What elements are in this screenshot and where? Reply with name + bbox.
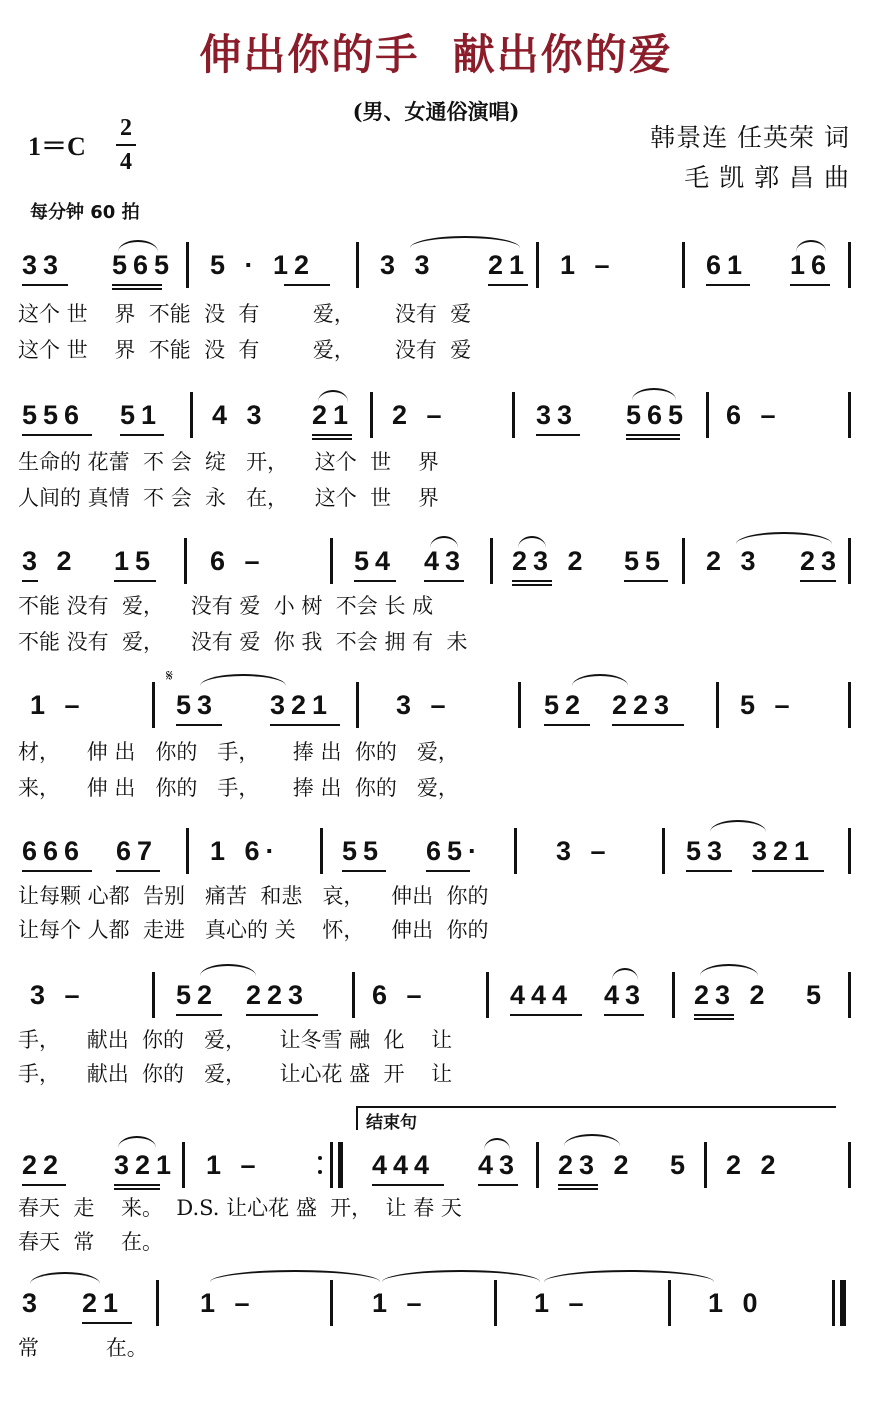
lyric-line-1: 这个 世 界 不能 没 有 爱， 没有 爱 xyxy=(18,302,472,326)
lyric-line-2: 人间的 真情 不 会 永 在， 这个 世 界 xyxy=(18,486,439,510)
lyric-line-2: 这个 世 界 不能 没 有 爱， 没有 爱 xyxy=(18,338,472,362)
note-group: 53 xyxy=(176,690,219,720)
note-group: 65· xyxy=(426,836,484,866)
note-group: 1 – xyxy=(30,690,86,720)
note-group: 23 2 xyxy=(558,1150,635,1180)
lyric-line-1: 生命的 花蕾 不 会 绽 开， 这个 世 界 xyxy=(18,450,439,474)
note-group: 61 xyxy=(706,250,749,280)
bar-line xyxy=(682,242,685,288)
note-group: 223 xyxy=(246,980,310,1010)
bar-line xyxy=(490,538,493,584)
note-group: 5 xyxy=(806,980,828,1010)
bar-line xyxy=(668,1280,671,1326)
note-group: 23 xyxy=(800,546,843,576)
note-group: 321 xyxy=(270,690,334,720)
bar-line xyxy=(330,1280,333,1326)
bar-line xyxy=(182,1142,185,1188)
note-group: 16 xyxy=(790,250,833,280)
lyricist-credit: 韩景连 任英荣 词 xyxy=(650,123,850,152)
bar-line xyxy=(186,242,189,288)
bar-line xyxy=(356,242,359,288)
note-group: 6 – xyxy=(210,546,266,576)
bar-line xyxy=(486,972,489,1018)
note-group: 2 – xyxy=(392,400,448,430)
bar-line xyxy=(706,392,709,438)
time-signature xyxy=(116,114,136,176)
note-group: 55 xyxy=(342,836,385,866)
note-group: 22 xyxy=(22,1150,65,1180)
lyric-line-1: 常 在。 xyxy=(18,1336,148,1360)
lyric-line-1: 不能 没有 爱， 没有 爱 小 树 不会 长 成 xyxy=(18,594,434,618)
bar-line xyxy=(848,538,851,584)
note-group: 321 xyxy=(114,1150,178,1180)
bar-line xyxy=(716,682,719,728)
note-group: 21 xyxy=(488,250,531,280)
lyric-line-1: 让每颗 心都 告别 痛苦 和悲 哀， 伸出 你的 xyxy=(18,884,489,908)
note-group: 67 xyxy=(116,836,159,866)
time-numerator: 2 xyxy=(120,115,132,141)
note-group: 1 0 xyxy=(708,1288,764,1318)
bar-line xyxy=(848,392,851,438)
bar-line xyxy=(152,682,155,728)
lyric-line-1: 手， 献出 你的 爱， 让冬雪 融 化 让 xyxy=(18,1028,453,1052)
note-group: 1 – xyxy=(206,1150,262,1180)
final-bar-line xyxy=(832,1280,835,1326)
title-part1: 伸出你的手 xyxy=(199,30,420,79)
composer-credit: 毛 凯 郭 昌 曲 xyxy=(684,163,850,192)
note-group: 23 2 xyxy=(512,546,589,576)
note-group: 556 xyxy=(22,400,86,430)
note-group: 1 – xyxy=(200,1288,256,1318)
final-bar-thick xyxy=(840,1280,846,1326)
note-group: 3 – xyxy=(30,980,86,1010)
note-group: 43 xyxy=(478,1150,521,1180)
bar-line xyxy=(320,828,323,874)
note-group: 1 – xyxy=(534,1288,590,1318)
bar-line xyxy=(184,538,187,584)
note-group: 23 2 xyxy=(694,980,771,1010)
song-title xyxy=(0,22,872,82)
segno-sign: 𝄋 xyxy=(166,666,173,685)
subtitle: (男、女通俗演唱) xyxy=(352,99,520,124)
note-group: 21 xyxy=(82,1288,125,1318)
bar-line xyxy=(514,828,517,874)
note-group: 5 xyxy=(670,1150,692,1180)
bar-line xyxy=(672,972,675,1018)
note-group: 3 2 xyxy=(22,546,78,576)
lyric-line-1: 材， 伸 出 你的 手， 捧 出 你的 爱， xyxy=(18,740,459,764)
repeat-bar-line xyxy=(330,1142,333,1188)
bar-line xyxy=(848,828,851,874)
note-group: 3 – xyxy=(556,836,612,866)
bar-line xyxy=(536,1142,539,1188)
bar-line xyxy=(370,392,373,438)
bar-line xyxy=(848,1142,851,1188)
repeat-bar-thick xyxy=(338,1142,343,1188)
note-group: 565 xyxy=(626,400,690,430)
note-group: 1 – xyxy=(560,250,616,280)
lyric-line-2: 来， 伸 出 你的 手， 捧 出 你的 爱， xyxy=(18,776,459,800)
note-group: 6 – xyxy=(372,980,428,1010)
note-group: 15 xyxy=(114,546,157,576)
ending-label: 结束句 xyxy=(366,1113,417,1133)
bar-line xyxy=(190,392,193,438)
note-group: 43 xyxy=(424,546,467,576)
bar-line xyxy=(186,828,189,874)
note-group: 51 xyxy=(120,400,163,430)
note-group: 52 xyxy=(544,690,587,720)
note-group: 33 xyxy=(536,400,579,430)
bar-line xyxy=(682,538,685,584)
note-group: 1 – xyxy=(372,1288,428,1318)
lyric-line-1: 春天 走 来。 D.S. 让心花 盛 开， 让 春 天 xyxy=(18,1196,462,1220)
bar-line xyxy=(518,682,521,728)
note-group: 54 xyxy=(354,546,397,576)
lyric-line-2: 春天 常 在。 xyxy=(18,1230,164,1254)
note-group: 3 – xyxy=(396,690,452,720)
bar-line xyxy=(152,972,155,1018)
ending-bracket xyxy=(356,1106,836,1108)
note-group: 53 xyxy=(686,836,729,866)
note-group: 55 xyxy=(624,546,667,576)
note-group: 52 xyxy=(176,980,219,1010)
bar-line xyxy=(352,972,355,1018)
note-group: 5 – xyxy=(740,690,796,720)
note-group: 4 3 xyxy=(212,400,268,430)
note-group: 223 xyxy=(612,690,676,720)
lyric-line-2: 不能 没有 爱， 没有 爱 你 我 不会 拥 有 未 xyxy=(18,630,468,654)
note-group: 3 3 xyxy=(380,250,436,280)
bar-line xyxy=(848,972,851,1018)
time-denominator: 4 xyxy=(120,149,132,175)
lyric-line-2: 让每个 人都 走进 真心的 关 怀， 伸出 你的 xyxy=(18,918,489,942)
note-group: 565 xyxy=(112,250,176,280)
bar-line xyxy=(704,1142,707,1188)
bar-line xyxy=(330,538,333,584)
note-group: 6 – xyxy=(726,400,782,430)
note-group: 444 xyxy=(510,980,574,1010)
note-group: 33 xyxy=(22,250,65,280)
bar-line xyxy=(848,242,851,288)
bar-line xyxy=(356,682,359,728)
key-signature: 1＝C xyxy=(28,132,86,161)
bar-line xyxy=(156,1280,159,1326)
note-group: 5 · 12 xyxy=(210,250,316,280)
note-group: 43 xyxy=(604,980,647,1010)
note-group: 3 xyxy=(22,1288,44,1318)
tempo-marking: 每分钟 60 拍 xyxy=(30,202,140,223)
lyric-line-2: 手， 献出 你的 爱， 让心花 盛 开 让 xyxy=(18,1062,453,1086)
bar-line xyxy=(848,682,851,728)
bar-line xyxy=(494,1280,497,1326)
bar-line xyxy=(512,392,515,438)
note-group: 444 xyxy=(372,1150,436,1180)
note-group: 2 2 xyxy=(726,1150,782,1180)
note-group: 321 xyxy=(752,836,816,866)
note-group: 21 xyxy=(312,400,355,430)
bar-line xyxy=(662,828,665,874)
note-group: 2 3 xyxy=(706,546,762,576)
note-group: 1 6· xyxy=(210,836,281,866)
title-part2: 献出你的爱 xyxy=(452,30,673,79)
bar-line xyxy=(536,242,539,288)
note-group: 666 xyxy=(22,836,86,866)
